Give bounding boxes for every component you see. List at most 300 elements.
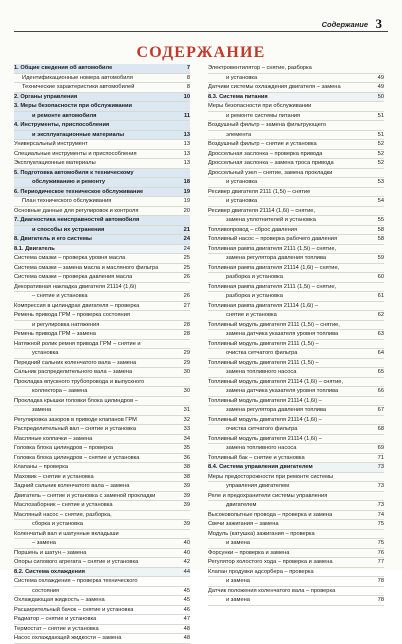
toc-entry-page: 38 (183, 464, 190, 470)
toc-entry-page: 42 (183, 559, 190, 565)
toc-entry-title: Топливный бак – снятие и установка (208, 454, 305, 461)
toc-entry (208, 378, 384, 388)
toc-entry-title: Реле и предохранители системы управления (208, 492, 328, 499)
toc-entry-page: 13 (183, 131, 190, 138)
toc-entry-title: и ремонте автомобиля (32, 112, 97, 119)
toc-entry-page: 45 (183, 597, 190, 603)
toc-entry-page: 77 (377, 559, 384, 565)
toc-entry-title: замена (32, 407, 52, 413)
toc-entry-title: Система смазки – проверка давления масла (14, 274, 133, 280)
toc-entry (14, 558, 190, 568)
toc-entry (208, 549, 384, 559)
toc-entry-page: 26 (183, 293, 190, 299)
toc-entry-title: 8.4. Система управления двигателем (208, 464, 313, 470)
toc-entry-title: Топливная рампа двигателя 21114 (1,6i) – (208, 302, 319, 309)
toc-entry (14, 102, 190, 112)
toc-entry-title: Специальные инструменты и приспособления (14, 150, 137, 157)
toc-entry (14, 549, 190, 559)
toc-entry-page: 24 (183, 245, 190, 252)
toc-entry-title: и способы их устранения (32, 226, 105, 233)
toc-entry-title: Воздушный фильтр – снятие и установка (208, 141, 317, 147)
toc-entry (208, 102, 384, 112)
toc-entry (208, 245, 384, 255)
toc-entry-title: Дроссельная заслонка – замена троса привода (208, 160, 334, 166)
toc-entry-title: и замена (226, 540, 250, 546)
toc-entry-title: Клапан продувки адсорбера – проверка (208, 568, 314, 575)
toc-entry-title: 8. Двигатель и его системы (14, 236, 92, 242)
toc-entry-title: и регулировка натяжения (32, 321, 100, 328)
toc-entry-title: Топливная рампа двигателя 2111 (1,5i) – снятие, (208, 245, 337, 252)
toc-entry (14, 634, 190, 644)
toc-entry (14, 321, 190, 331)
toc-entry-page: 39 (183, 483, 190, 489)
toc-entry-page: 13 (183, 141, 190, 147)
toc-entry-page: 10 (183, 93, 190, 100)
toc-entry-page: 51 (377, 112, 384, 119)
toc-entry-title: Топливный модуль двигателя 21114 (1,6i) – (208, 435, 322, 442)
toc-entry (14, 74, 190, 84)
toc-entry-title: замена топливного насоса (226, 445, 297, 451)
toc-entry (14, 121, 190, 131)
toc-entry-title: Задний сальник коленчатого вала – замена (14, 483, 130, 489)
toc-entry (14, 273, 190, 283)
toc-entry-title: и установка (226, 198, 258, 204)
toc-entry-title: Дроссельный узел – снятие, замена прокладки (208, 169, 333, 176)
toc-entry (14, 625, 190, 635)
toc-entry-title: и установка (226, 179, 258, 185)
toc-entry-page: 48 (183, 635, 190, 641)
toc-entry-title: замена регулятора давления топлива (226, 255, 327, 261)
toc-entry-title: Маслозаборник – снятие и установка (14, 502, 113, 508)
toc-entry-page: 58 (377, 226, 384, 233)
toc-entry-page: 49 (377, 84, 384, 90)
toc-entry (208, 121, 384, 131)
toc-entry-page: 8 (186, 84, 190, 90)
toc-entry-page: 69 (377, 445, 384, 451)
toc-entry-title: Ресивер двигателя 21114 (1,6i) – снятие, (208, 207, 316, 214)
toc-entry-title: Топливный модуль двигателя 21114 (1,6i) – (208, 397, 322, 404)
toc-entry-page: 28 (183, 331, 190, 337)
header-label: Содержание (321, 20, 368, 29)
toc-entry-page: 39 (183, 502, 190, 508)
toc-entry-page: 51 (377, 131, 384, 138)
toc-entry-page: 21 (183, 226, 190, 233)
toc-entry-page: 76 (377, 549, 384, 556)
toc-entry (208, 159, 384, 169)
toc-entry-title: – замена (32, 540, 56, 546)
toc-entry-page: 39 (183, 492, 190, 499)
toc-entry-title: Головка блока цилиндров – проверка (14, 445, 114, 451)
toc-entry (14, 188, 190, 198)
toc-entry-page: 61 (377, 293, 384, 299)
toc-entry-title: Клапаны – проверка (14, 464, 69, 470)
toc-entry-title: Сальник распределительного вала – замена (14, 369, 133, 375)
toc-entry-page: 68 (377, 426, 384, 432)
toc-entry (14, 368, 190, 378)
toc-entry (14, 169, 190, 179)
toc-entry-title: Ремень привода ГРМ – проверка состояния (14, 312, 130, 318)
toc-entry-title: Топливная рампа двигателя 21114 (1,6i) – снятие, (208, 264, 340, 271)
toc-entry (208, 150, 384, 160)
toc-entry-title: Электровентилятор – снятие, разборка (208, 65, 312, 71)
toc-entry (14, 454, 190, 464)
toc-entry (14, 416, 190, 426)
toc-entry (208, 321, 384, 331)
toc-entry (208, 530, 384, 540)
toc-entry (14, 302, 190, 312)
toc-entry (208, 416, 384, 426)
toc-entry-title: Передний сальник коленчатого вала – замена (14, 359, 137, 366)
toc-entry (208, 74, 384, 84)
toc-entry (208, 207, 384, 217)
toc-entry-title: Регулировка зазоров в приводе клапанов ГРМ (14, 416, 137, 423)
toc-entry (208, 596, 384, 606)
toc-entry-page: 11 (183, 112, 190, 119)
toc-entry-page: 44 (183, 568, 190, 575)
toc-entry-page: 66 (377, 388, 384, 394)
toc-entry (208, 454, 384, 464)
toc-entry (14, 235, 190, 245)
toc-entry-title: Топливный модуль двигателя 21114 (1,6i) – (208, 416, 322, 423)
toc-entry-title: Маховик – снятие и установка (14, 473, 94, 480)
toc-entry (208, 330, 384, 340)
toc-entry (14, 397, 190, 407)
toc-entry (14, 406, 190, 416)
toc-entry (208, 235, 384, 245)
toc-entry-title: очистка сетчатого фильтра (226, 350, 298, 356)
toc-entry-title: Меры безопасности при обслуживании (208, 103, 312, 109)
toc-entry (208, 273, 384, 283)
toc-entry-title: Эксплуатационные материалы (14, 160, 96, 166)
toc-entry-title: замена топливного насоса (226, 369, 297, 375)
toc-entry-title: Прокладка впускного трубопровода и выпускного (14, 378, 145, 385)
toc-entry (14, 501, 190, 511)
toc-entry (208, 64, 384, 74)
toc-entry-title: Двигатель – снятие и установка с заменой прокладки (14, 492, 156, 499)
toc-entry-title: и ремонте системы питания (226, 112, 301, 119)
toc-entry-title: 2. Органы управления (14, 93, 78, 100)
toc-entry-title: 4. Инструменты, приспособления (14, 122, 110, 128)
toc-entry (14, 511, 190, 521)
toc-entry (14, 140, 190, 150)
toc-entry-page: 40 (183, 540, 190, 546)
toc-entry-title: замена уплотнителей и установка (226, 217, 316, 223)
toc-entry-page: 65 (377, 369, 384, 375)
toc-entry (208, 501, 384, 511)
toc-entry-title: обслуживанию и ремонту (32, 179, 106, 185)
toc-entry-title: Ресивер двигателя 2111 (1,5i) – снятие (208, 188, 311, 195)
toc-entry-title: сборка и установка (32, 521, 83, 527)
toc-entry-title: Система смазки – замена масла и масляного фильтра (14, 264, 159, 271)
header-divider (14, 31, 388, 32)
toc-entry (208, 482, 384, 492)
toc-entry-title: состояния (32, 587, 60, 594)
toc-entry-title: Высоковольтные провода – проверка и замена (208, 511, 333, 518)
toc-entry-title: Топливный модуль двигателя 2111 (1,5i) – (208, 340, 319, 347)
toc-entry (208, 558, 384, 568)
toc-entry (208, 397, 384, 407)
toc-entry (14, 587, 190, 597)
toc-entry (14, 596, 190, 606)
toc-entry (208, 463, 384, 473)
toc-entry-title: Прокладка крышки головки блока цилиндров – (14, 397, 138, 404)
toc-entry (14, 83, 190, 93)
toc-entry-title: 8.2. Система охлаждения (14, 568, 85, 575)
toc-right-column (208, 64, 384, 606)
toc-entry-title: Топливный модуль двигателя 2111 (1,5i) – снятие, (208, 321, 340, 328)
toc-entry (208, 140, 384, 150)
toc-entry (208, 188, 384, 198)
toc-entry-title: Распределительный вал – снятие и установка (14, 426, 137, 432)
toc-entry-page: 24 (183, 236, 190, 242)
toc-entry-page: 78 (377, 578, 384, 584)
toc-entry (208, 302, 384, 312)
toc-entry-page: 73 (377, 464, 384, 470)
toc-entry (208, 112, 384, 122)
toc-entry-page: 40 (183, 549, 190, 556)
toc-entry (14, 349, 190, 359)
toc-entry-page: 48 (183, 625, 190, 632)
page-number: 3 (375, 16, 382, 31)
toc-entry (208, 283, 384, 293)
toc-entry (208, 492, 384, 502)
toc-entry (14, 606, 190, 616)
toc-entry-title: замена регулятора давления топлива (226, 407, 327, 413)
toc-entry (208, 444, 384, 454)
toc-entry-page: 59 (377, 255, 384, 261)
toc-entry-title: Модуль (катушка) зажигания – проверка (208, 530, 315, 537)
toc-entry (208, 311, 384, 321)
toc-entry (14, 254, 190, 264)
toc-entry-title: Технические характеристики автомобилей (22, 84, 135, 90)
toc-entry (14, 311, 190, 321)
toc-entry-page: 31 (183, 407, 190, 413)
toc-entry-title: 7. Диагностика неисправностей автомобиля (14, 217, 140, 223)
toc-entry-title: управления двигателем (226, 483, 290, 489)
toc-entry (14, 444, 190, 454)
toc-entry-page: 78 (377, 597, 384, 603)
toc-entry-page: 29 (183, 350, 190, 356)
toc-entry-title: и замена (226, 578, 250, 584)
toc-entry (14, 150, 190, 160)
toc-entry-page: 19 (183, 198, 190, 204)
toc-entry-page: 73 (377, 483, 384, 489)
toc-entry (14, 330, 190, 340)
toc-entry-title: двигателем (226, 502, 257, 508)
toc-entry-title: замена датчика указателя уровня топлива (226, 331, 339, 337)
toc-entry-title: Декоративная накладка двигателя 21114 (1,6i) (14, 283, 137, 290)
toc-entry-page: 35 (183, 445, 190, 451)
toc-entry (14, 492, 190, 502)
toc-entry-title: коллектора – замена (32, 388, 88, 394)
toc-entry-page: 25 (183, 264, 190, 271)
toc-entry-page: 60 (377, 274, 384, 280)
toc-entry-title: Головка блока цилиндров – снятие и установка (14, 454, 140, 461)
toc-entry-title: снятие и установка (226, 312, 277, 318)
toc-entry (14, 539, 190, 549)
toc-entry-title: План технического обслуживания (22, 198, 112, 204)
toc-entry-page: 8 (186, 74, 190, 81)
toc-entry-title: 8.3. Система питания (208, 93, 268, 100)
toc-entry (14, 435, 190, 445)
toc-entry (208, 349, 384, 359)
toc-entry-title: Компрессия в цилиндрах двигателя – проверка (14, 302, 140, 309)
toc-entry-page: 54 (377, 198, 384, 204)
toc-entry-page: 20 (183, 207, 190, 214)
toc-entry (14, 568, 190, 578)
toc-entry (208, 169, 384, 179)
toc-entry-title: Радиатор – снятие и установка (14, 616, 97, 622)
toc-entry-title: Топливный насос – проверка рабочего давления (208, 236, 338, 242)
toc-entry-title: 1. Общие сведения об автомобиле (14, 65, 113, 71)
toc-entry-page: 25 (183, 255, 190, 261)
toc-entry-title: и замена (226, 597, 250, 603)
toc-entry (208, 340, 384, 350)
toc-entry-page: 18 (183, 179, 190, 185)
toc-entry (208, 520, 384, 530)
toc-entry-title: 3. Меры безопасности при обслуживании (14, 103, 132, 109)
toc-entry-title: Универсальный инструмент (14, 141, 88, 147)
toc-entry-title: установка (32, 350, 59, 356)
toc-entry (208, 226, 384, 236)
toc-entry (208, 587, 384, 597)
toc-entry-page: 29 (183, 359, 190, 366)
toc-entry-page: 26 (183, 274, 190, 280)
toc-entry-page: 19 (183, 188, 190, 195)
toc-entry-title: и установка (226, 74, 258, 81)
toc-entry (14, 387, 190, 397)
toc-entry (208, 425, 384, 435)
toc-entry (208, 93, 384, 103)
toc-entry-page: 52 (377, 141, 384, 147)
toc-entry-title: Топливопровод – сброс давления (208, 226, 298, 233)
toc-entry-page: 58 (377, 236, 384, 242)
toc-entry (208, 254, 384, 264)
toc-entry (14, 207, 190, 217)
page-header (0, 0, 402, 32)
toc-entry-page: 32 (183, 416, 190, 423)
toc-entry (14, 226, 190, 236)
toc-entry-page: 55 (377, 217, 384, 223)
toc-entry-page: 75 (377, 521, 384, 527)
toc-entry-page: 45 (183, 587, 190, 594)
toc-entry-page: 63 (377, 331, 384, 337)
toc-entry (14, 112, 190, 122)
toc-entry-title: Идентификационные номера автомобиля (22, 74, 133, 81)
toc-entry (14, 577, 190, 587)
toc-entry (14, 216, 190, 226)
toc-entry-title: Коленчатый вал и шатунные вкладыши (14, 530, 119, 537)
toc-entry-title: Насос охлаждающей жидкости – замена (14, 635, 122, 641)
toc-entry-title: Ремень привода ГРМ – замена (14, 331, 96, 337)
toc-entry (14, 64, 190, 74)
toc-entry-title: замена датчика указателя уровня топлива (226, 388, 339, 394)
toc-entry-page: 13 (183, 160, 190, 166)
toc-entry-title: 6. Периодическое техническое обслуживание (14, 188, 144, 195)
toc-entry-title: – снятие и установка (32, 293, 88, 299)
toc-entry-page: 75 (377, 540, 384, 546)
toc-entry-title: Топливный модуль двигателя 2111 (1,5i) – (208, 359, 319, 366)
toc-entry (208, 216, 384, 226)
toc-entry-page: 38 (183, 473, 190, 480)
toc-entry-title: Масляные колпачки – замена (14, 435, 93, 442)
toc-entry (14, 283, 190, 293)
toc-entry-title: Термостат – снятие и установка (14, 625, 99, 632)
toc-entry-title: Топливная рампа двигателя 2111 (1,5i) – снятие, (208, 283, 337, 290)
toc-entry-title: разборка и установка (226, 293, 283, 299)
toc-entry-page: 67 (377, 407, 384, 413)
toc-entry-page: 7 (186, 65, 190, 71)
toc-entry-page: 46 (183, 606, 190, 613)
toc-entry (208, 387, 384, 397)
toc-entry-title: и эксплуатационные материалы (32, 131, 125, 138)
toc-entry (14, 482, 190, 492)
toc-entry-title: Датчики системы охлаждения двигателя – замена (208, 84, 341, 90)
toc-entry-page: 34 (183, 435, 190, 442)
toc-entry-title: Основные данные для регулировок и контроля (14, 207, 139, 214)
toc-entry (14, 245, 190, 255)
toc-entry-title: Меры предосторожности при ремонте системы (208, 473, 334, 480)
toc-entry (208, 473, 384, 483)
toc-entry-page: 28 (183, 321, 190, 328)
toc-entry-title: Масляный насос – снятие, разборка, (14, 511, 112, 518)
toc-entry-page: 53 (377, 179, 384, 185)
toc-entry-title: элемента (226, 131, 252, 138)
toc-entry (208, 568, 384, 578)
toc-entry (14, 615, 190, 625)
toc-entry (208, 368, 384, 378)
toc-entry-page: 52 (377, 160, 384, 166)
toc-entry-page: 64 (377, 350, 384, 356)
toc-entry (14, 520, 190, 530)
toc-entry-page: 52 (377, 150, 384, 157)
toc-entry (208, 178, 384, 188)
toc-entry (14, 264, 190, 274)
toc-entry-page: 27 (183, 302, 190, 309)
toc-entry-title: Датчик положения коленчатого вала – проверка (208, 587, 336, 594)
toc-entry (208, 83, 384, 93)
toc-entry-title: Опоры силового агрегата – снятие и установка (14, 559, 139, 565)
toc-entry-title: Поршень и шатун – замена (14, 549, 87, 556)
toc-entry-title: Форсунки – проверка и замена (208, 549, 290, 556)
toc-entry-page: 47 (183, 616, 190, 622)
page-title: СОДЕРЖАНИЕ (136, 44, 266, 61)
toc-entry-page: 33 (183, 426, 190, 432)
toc-entry-title: очистка сетчатого фильтра (226, 426, 298, 432)
toc-entry-title: 5. Подготовка автомобиля к техническому (14, 169, 134, 176)
toc-entry (208, 511, 384, 521)
toc-entry-page: 39 (183, 521, 190, 527)
toc-entry (208, 577, 384, 587)
toc-entry-page: 74 (377, 511, 384, 518)
toc-entry-page: 71 (377, 454, 384, 461)
toc-entry (208, 131, 384, 141)
toc-entry (208, 406, 384, 416)
toc-entry (14, 473, 190, 483)
toc-entry (14, 425, 190, 435)
toc-entry (14, 197, 190, 207)
toc-entry-page: 13 (183, 150, 190, 157)
toc-left-column (14, 64, 190, 644)
toc-entry (14, 93, 190, 103)
toc-entry (14, 292, 190, 302)
toc-entry-page: 30 (183, 388, 190, 394)
toc-entry-title: разборка и установка (226, 274, 283, 280)
toc-entry (208, 539, 384, 549)
toc-entry-title: Регулятор холостого хода – проверка и замена (208, 559, 333, 565)
toc-entry-title: Свечи зажигания – замена (208, 521, 279, 527)
toc-entry (208, 435, 384, 445)
